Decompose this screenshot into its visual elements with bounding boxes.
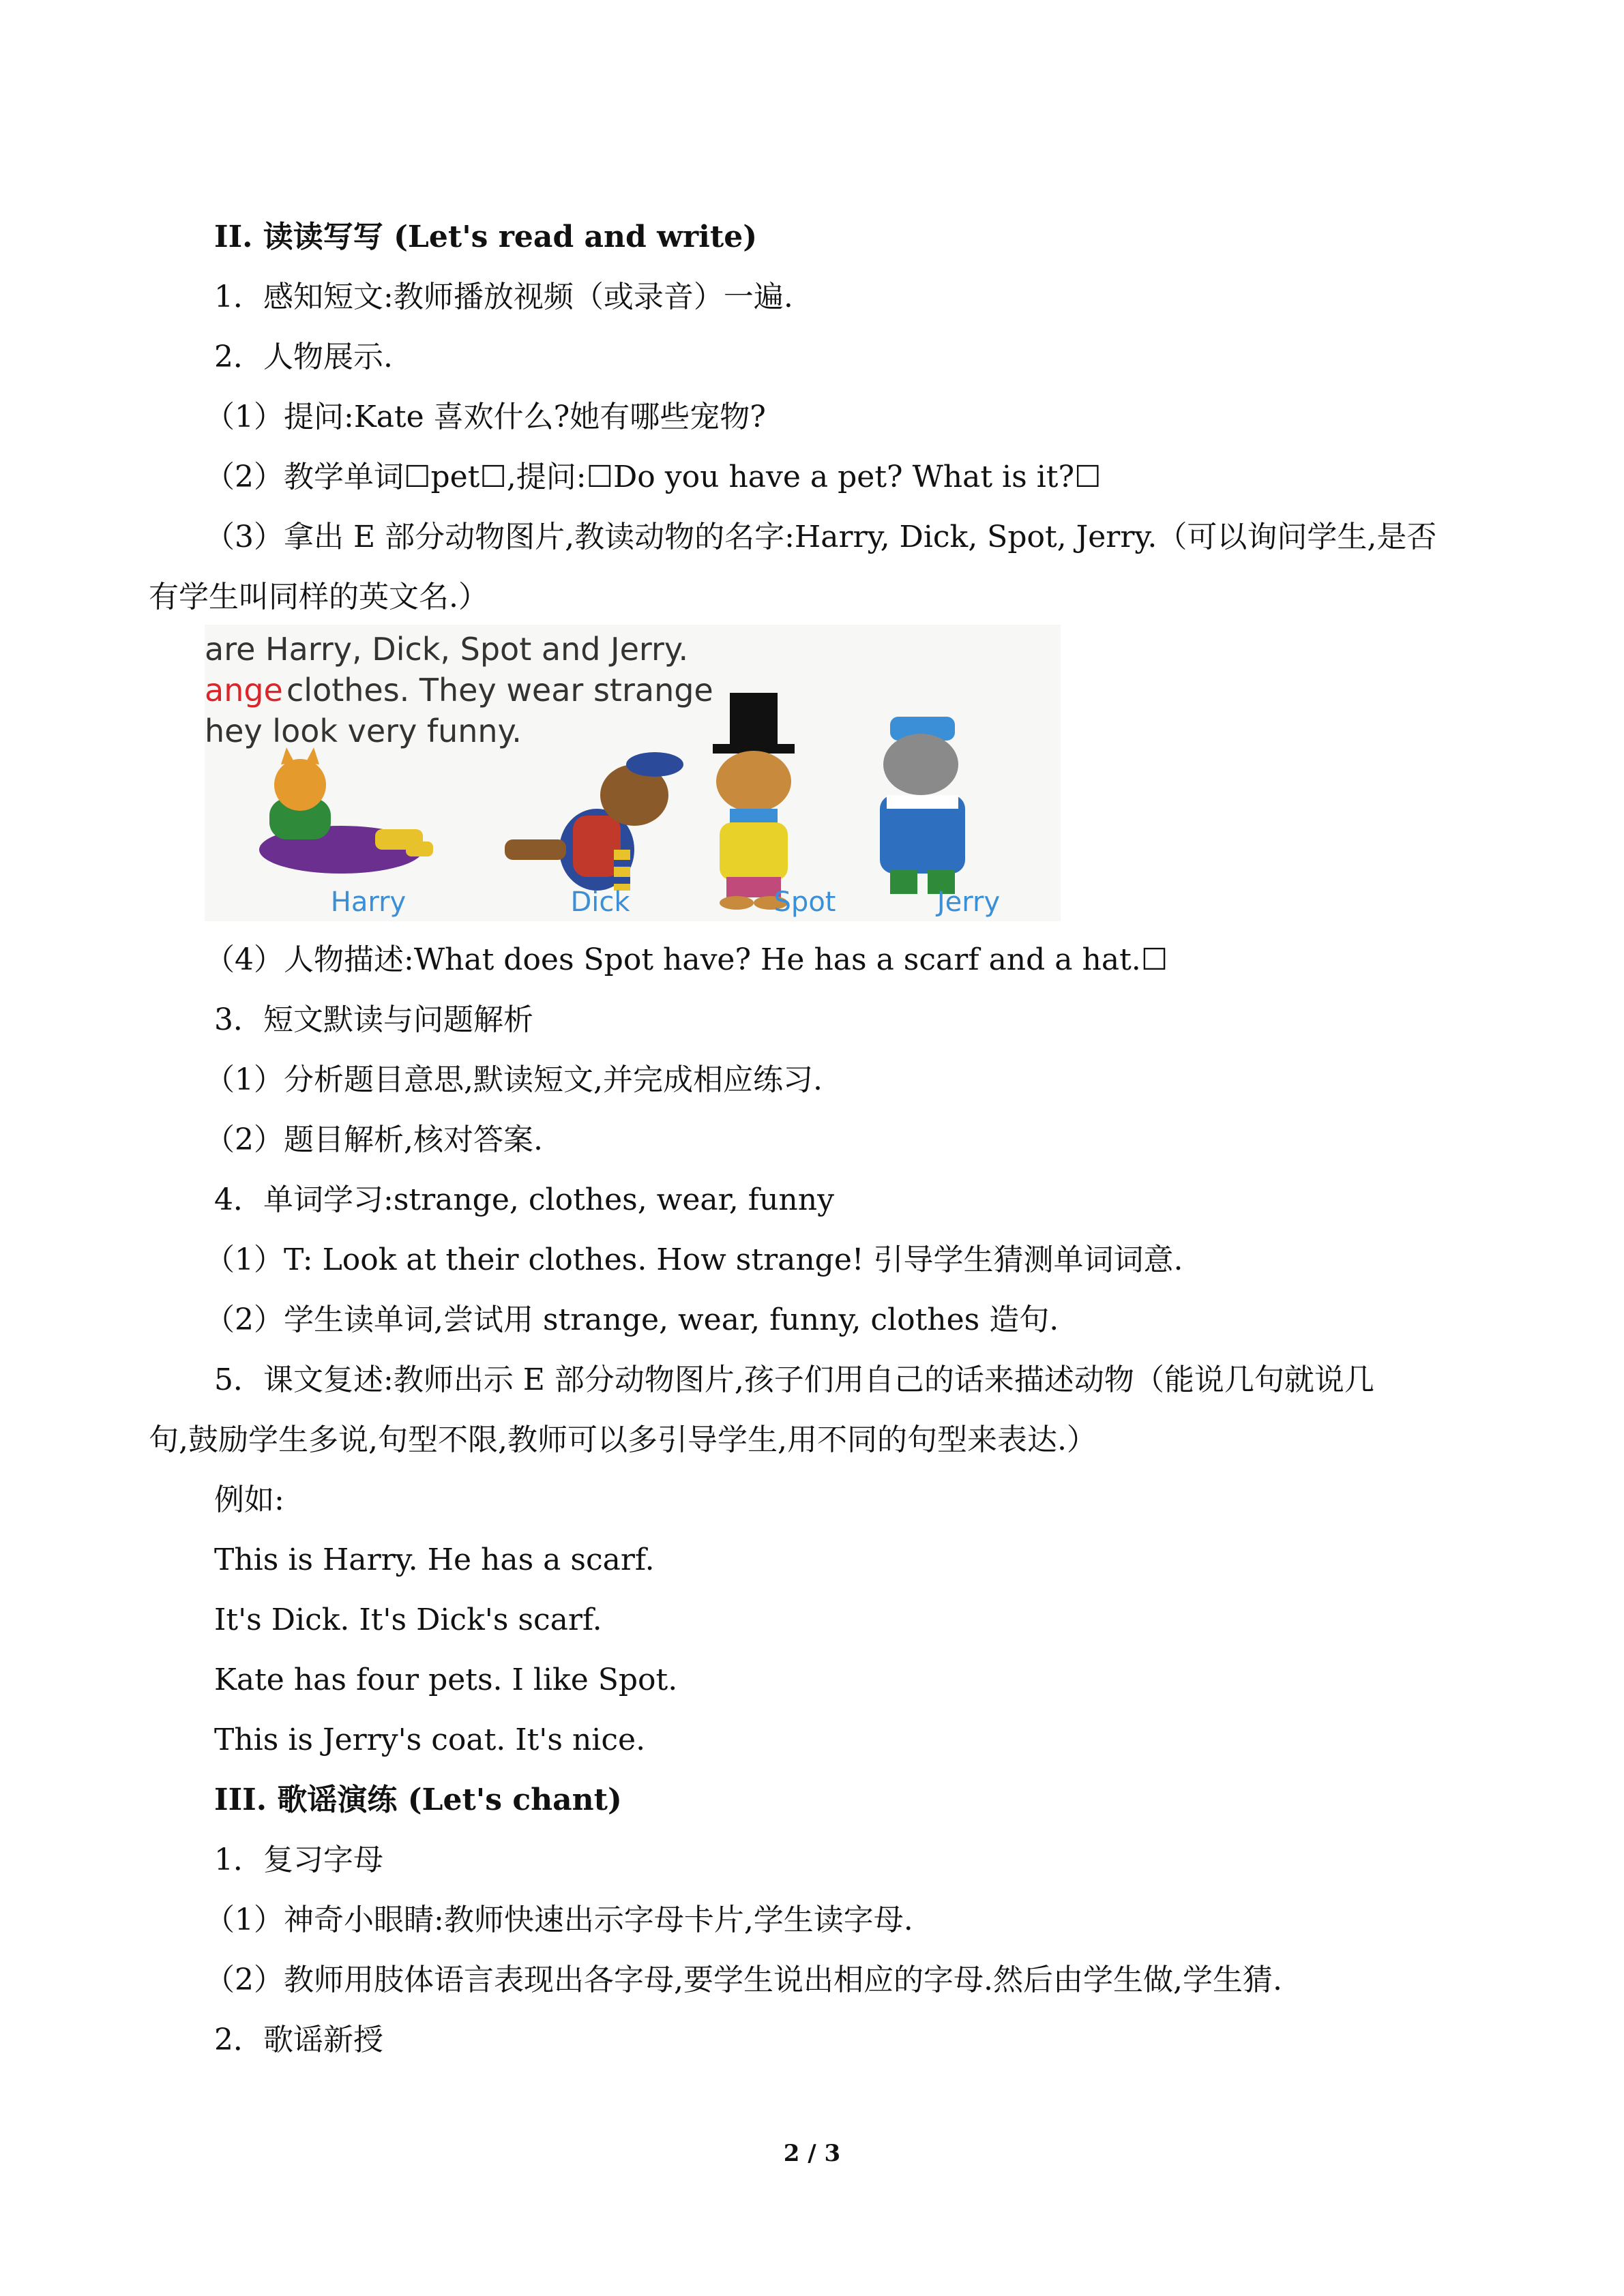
item-1: 1．感知短文:教师播放视频（或录音）一遍. xyxy=(214,280,793,314)
item-5-line2: 句,鼓励学生多说,句型不限,教师可以多引导学生,用不同的句型来表达.） xyxy=(149,1422,1097,1457)
page-number: 2 / 3 xyxy=(783,2140,841,2167)
illus-text-line2: clothes. They wear strange xyxy=(286,672,713,709)
item-5-line1: 5．课文复述:教师出示 E 部分动物图片,孩子们用自己的话来描述动物（能说几句就说几 xyxy=(214,1362,1374,1397)
item-4-2: （2）学生读单词,尝试用 strange, wear, funny, clothes 造句. xyxy=(205,1302,1059,1337)
name-label-jerry: Jerry xyxy=(936,886,1001,918)
item-2-2: （2）教学单词☐pet☐,提问:☐Do you have a pet? What is it?☐ xyxy=(205,460,1102,494)
chant-item-1: 1．复习字母 xyxy=(214,1843,383,1877)
item-2-3-line2: 有学生叫同样的英文名.） xyxy=(149,580,488,614)
example-sentence: Kate has four pets. I like Spot. xyxy=(214,1663,678,1697)
name-label-harry: Harry xyxy=(330,886,407,918)
example-sentence: This is Harry. He has a scarf. xyxy=(214,1542,655,1577)
item-2-1: （1）提问:Kate 喜欢什么?她有哪些宠物? xyxy=(205,400,766,434)
example-label: 例如: xyxy=(214,1482,284,1517)
story-illustration xyxy=(205,625,1061,921)
name-label-dick: Dick xyxy=(570,886,630,918)
chant-item-1-2: （2）教师用肢体语言表现出各字母,要学生说出相应的字母.然后由学生做,学生猜. xyxy=(205,1963,1282,1997)
section-heading-chant: III. 歌谣演练 (Let's chant) xyxy=(214,1783,622,1817)
item-2: 2．人物展示. xyxy=(214,340,393,374)
item-3-2: （2）题目解析,核对答案. xyxy=(205,1122,543,1157)
item-3-1: （1）分析题目意思,默读短文,并完成相应练习. xyxy=(205,1062,823,1097)
illus-text-line1: are Harry, Dick, Spot and Jerry. xyxy=(205,631,689,668)
chant-item-2: 2．歌谣新授 xyxy=(214,2023,383,2057)
item-2-4: （4）人物描述:What does Spot have? He has a scarf and a hat.☐ xyxy=(205,942,1168,977)
chant-item-1-1: （1）神奇小眼睛:教师快速出示字母卡片,学生读字母. xyxy=(205,1903,913,1937)
illus-text-line3: hey look very funny. xyxy=(205,713,522,749)
item-4: 4．单词学习:strange, clothes, wear, funny xyxy=(214,1182,834,1217)
item-4-1: （1）T: Look at their clothes. How strange! 引导学生猜测单词词意. xyxy=(205,1242,1183,1277)
section-heading-read-write: II. 读读写写 (Let's read and write) xyxy=(214,220,758,254)
example-sentence: This is Jerry's coat. It's nice. xyxy=(214,1723,646,1757)
name-label-spot: Spot xyxy=(773,886,836,918)
example-sentence: It's Dick. It's Dick's scarf. xyxy=(214,1602,602,1637)
illus-text-red-word: ange xyxy=(205,672,283,709)
item-2-3-line1: （3）拿出 E 部分动物图片,教读动物的名字:Harry, Dick, Spot, Jerry.（可以询问学生,是否 xyxy=(205,520,1437,554)
item-3: 3．短文默读与问题解析 xyxy=(214,1002,533,1037)
